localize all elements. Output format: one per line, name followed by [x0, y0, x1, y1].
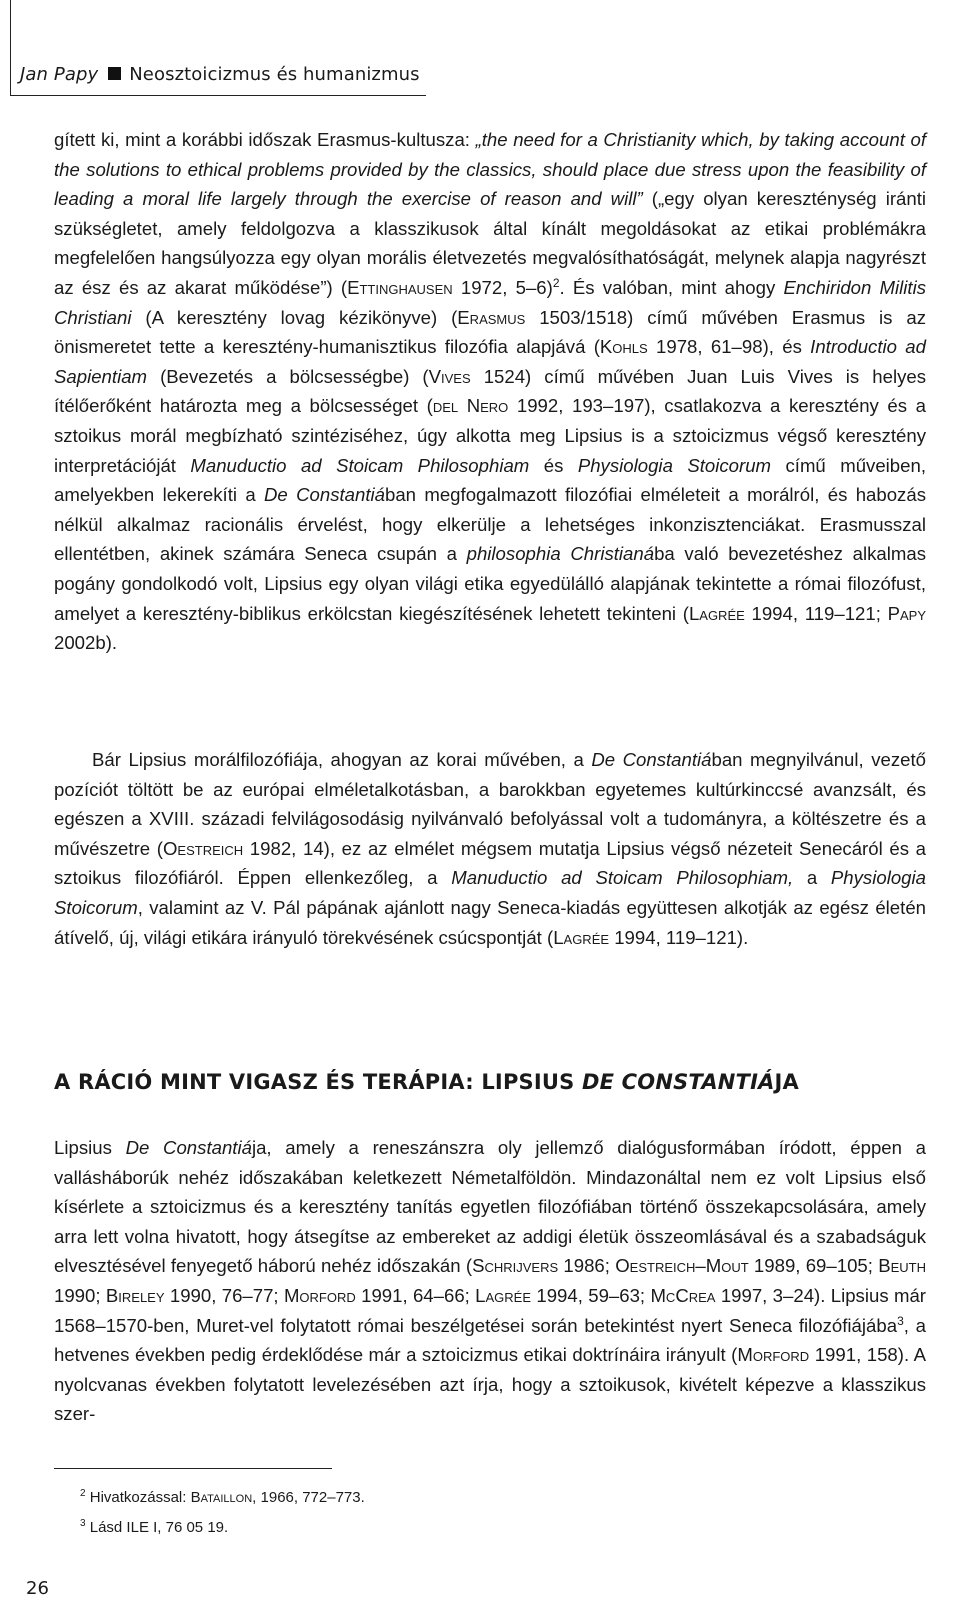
- text-run: 1503/1518) című művében Erasmus is az önismeretet tette a keresztény-humanisztikus filozófia alapjává (: [54, 306, 926, 358]
- text-run: 1524) című művében Juan Luis Vives is helyes ítélőerőként határozta meg a bölcsességet (: [54, 365, 927, 417]
- footnote-ref-2[interactable]: 2: [552, 275, 560, 290]
- text-run: (Bevezetés a bölcsességbe) (: [147, 365, 429, 387]
- work-title: De Constantiá: [264, 484, 385, 506]
- text-run: 2002b).: [54, 632, 118, 654]
- text-run: 1982, 14), ez az elmélet mégsem mutatja Lipsius végső nézeteit Senecáról és a sztoikus filozófiáról. Éppen ellenkezőleg, a: [54, 837, 926, 889]
- footnote-separator: [54, 1468, 332, 1469]
- footnote-text: Lásd ILE I, 76 05 19.: [89, 1519, 229, 1536]
- citation-author: Papy: [887, 602, 927, 624]
- text-run: és: [529, 454, 578, 476]
- english-quote: „the need for a Christianity which, by taking account of the solutions to ethical problems provided by the classics, should place due stress upon the feasibility of leading a moral life largely through the exercise of reason and will”: [54, 129, 926, 210]
- citation-author: Oestreich: [162, 837, 244, 859]
- citation-author: Kohls: [599, 336, 648, 358]
- work-title: Enchiridon Militis Christiani: [54, 276, 927, 328]
- work-title: philosophia Christianá: [466, 543, 655, 565]
- footnote-text: , 1966, 772–773.: [252, 1489, 365, 1506]
- citation-author: Morford: [737, 1344, 810, 1366]
- citation-author: Bataillon: [190, 1489, 253, 1506]
- text-run: ja, amely a reneszánszra oly jellemző dialógusformában íródott, éppen a vallásháborúk nehéz időszakában keletkezett Németalföldön. Mindazonáltal nem ez volt Lipsius első kísérlete a sztoicizmus és a keresztény tanítás egyetlen filozófiában történő összekapcsolására, amely arra lett volna hivatott, hogy átsegítse az embereket az addigi életük összeomlásával és a szabadságuk elvesztésével fenyegető háború nehéz időszakán (: [54, 1137, 927, 1277]
- page-number: 26: [26, 1578, 49, 1599]
- text-run: című műveiben, amelyekben lekerekíti a: [54, 454, 926, 506]
- paragraph-1: [54, 125, 926, 658]
- footnote-3: [80, 1514, 900, 1538]
- citation-author: Oestreich–Mout: [615, 1255, 749, 1277]
- citation-author: Erasmus: [457, 306, 526, 328]
- footnote-ref-3[interactable]: 3: [897, 1313, 904, 1328]
- citation-author: Bireley: [105, 1284, 165, 1306]
- work-title: Physiologia Stoicorum: [54, 867, 926, 918]
- text-run: 1992, 193–197), csatlakozva a keresztény és a sztoikus morál megbízható szintéziséhez, úgy alkotta meg Lipsius is a sztoicizmus végső keresztény interpretációját: [54, 395, 926, 476]
- citation-author: Lagrée: [553, 926, 610, 948]
- work-title: De Constantiá: [125, 1137, 252, 1158]
- black-square-icon: [108, 67, 121, 80]
- text-run: 1994, 119–121).: [609, 926, 749, 948]
- work-title: Manuductio ad Stoicam Philosophiam: [190, 454, 530, 476]
- citation-author: Beuth: [878, 1255, 926, 1277]
- header-frame-left-rule: [10, 0, 11, 96]
- text-run: 1986;: [558, 1255, 616, 1277]
- header-title: Neosztoicizmus és humanizmus: [129, 64, 420, 85]
- text-run: 1991, 64–66;: [355, 1284, 476, 1306]
- text-run: 1990;: [54, 1284, 106, 1306]
- citation-author: Morford: [283, 1284, 356, 1306]
- section-heading: [54, 1070, 926, 1094]
- work-title: Physiologia Stoicorum: [577, 454, 772, 476]
- footnote-2: [80, 1484, 900, 1508]
- heading-text: A RÁCIÓ MINT VIGASZ ÉS TERÁPIA: LIPSIUS: [54, 1070, 582, 1094]
- paragraph-3: [54, 1133, 926, 1429]
- text-run: („egy olyan kereszténység iránti szükségletet, amely feldolgozva a klasszikusok által kínált megoldásokat az etikai problémákra megfelelően hangsúlyozza egy olyan morális életvezetés megvalósíthatóságát, melynek alapja nagyrészt az ész és az akarat működése”) (: [54, 188, 926, 298]
- citation-author: del Nero: [432, 395, 509, 417]
- text-run: 1972, 5–6): [452, 276, 553, 298]
- text-run: 1994, 119–121;: [744, 602, 888, 624]
- paragraph-2: [54, 745, 926, 952]
- heading-text: JA: [774, 1070, 800, 1094]
- work-title: Introductio ad Sapientiam: [54, 336, 926, 387]
- text-run: , valamint az V. Pál pápának ajánlott nagy Seneca-kiadás együttesen alkotják az egész életén átívelő, új, világi etikára irányuló törekvésének csúcspontját (: [54, 896, 926, 948]
- citation-author: Lagrée: [688, 602, 745, 624]
- text-run: 1991, 158). A nyolcvanas években folytatott levelezésében azt írja, hogy a sztoikusok, kivételt képezve a klasszikus szer-: [54, 1344, 926, 1425]
- text-run: ba való bevezetéshez alkalmas pogány gondolkodó volt, Lipsius egy olyan világi etika egyedülálló alapjának tekintette a római filozófust, amelyet a keresztény-biblikus erkölcstan kiegészítésének lehetett tekinteni (: [54, 543, 926, 624]
- heading-work-title: DE CONSTANTIÁ: [581, 1070, 775, 1094]
- footnote-text: Hivatkozással:: [89, 1489, 191, 1506]
- text-run: 1990, 76–77;: [164, 1284, 284, 1306]
- text-run: Bár Lipsius morálfilozófiája, ahogyan az korai művében, a: [92, 749, 592, 770]
- text-run: , a hetvenes években pedig érdeklődése már a sztoicizmus etikai doktrínáira irányult (: [54, 1314, 926, 1366]
- text-run: 1989, 69–105;: [748, 1255, 879, 1277]
- work-title: Manuductio ad Stoicam Philosophiam,: [451, 867, 794, 889]
- header-frame-bottom-rule: [10, 95, 426, 96]
- footnote-number: 2: [80, 1488, 86, 1499]
- citation-author: Lagrée: [475, 1284, 532, 1306]
- text-run: a: [793, 867, 831, 889]
- text-run: . És valóban, mint ahogy: [559, 276, 784, 298]
- citation-author: Vives: [428, 365, 471, 387]
- text-run: gített ki, mint a korábbi időszak Erasmus-kultusza:: [54, 129, 476, 150]
- work-title: De Constantiá: [591, 749, 712, 770]
- text-run: ban megfogalmazott filozófiai elméleteit a morálról, és habozás nélkül alkalmaz racionális érvelést, hogy elkerülje a lehetséges inkonzisztenciákat. Erasmusszal ellentétben, akinek számára Seneca csupán a: [54, 484, 926, 565]
- text-run: 1997, 3–24). Lipsius már 1568–1570-ben, Muret-vel folytatott római beszélgetései során betekintést nyert Seneca filozófiájába: [54, 1284, 926, 1336]
- citation-author: Schrijvers: [472, 1255, 559, 1277]
- header-author: Jan Papy: [20, 64, 99, 85]
- citation-author: Ettinghausen: [347, 276, 453, 298]
- text-run: ban megnyilvánul, vezető pozíciót töltött be az európai elméletalkotásban, a barokkban egyetemes kultúrkinccsé avanzsált, és egészen a XVIII. századi felvilágosodásig nyilvánvaló befolyással volt a tudományra, a költészetre és a művészetre (: [54, 749, 926, 859]
- text-run: 1994, 59–63;: [531, 1284, 651, 1306]
- running-header: [20, 64, 420, 85]
- text-run: (A keresztény lovag kézikönyve) (: [131, 306, 458, 328]
- text-run: Lipsius: [54, 1137, 126, 1158]
- text-run: 1978, 61–98), és: [647, 336, 811, 358]
- footnotes: [80, 1484, 900, 1544]
- footnote-number: 3: [80, 1518, 86, 1529]
- citation-author: McCrea: [650, 1284, 716, 1306]
